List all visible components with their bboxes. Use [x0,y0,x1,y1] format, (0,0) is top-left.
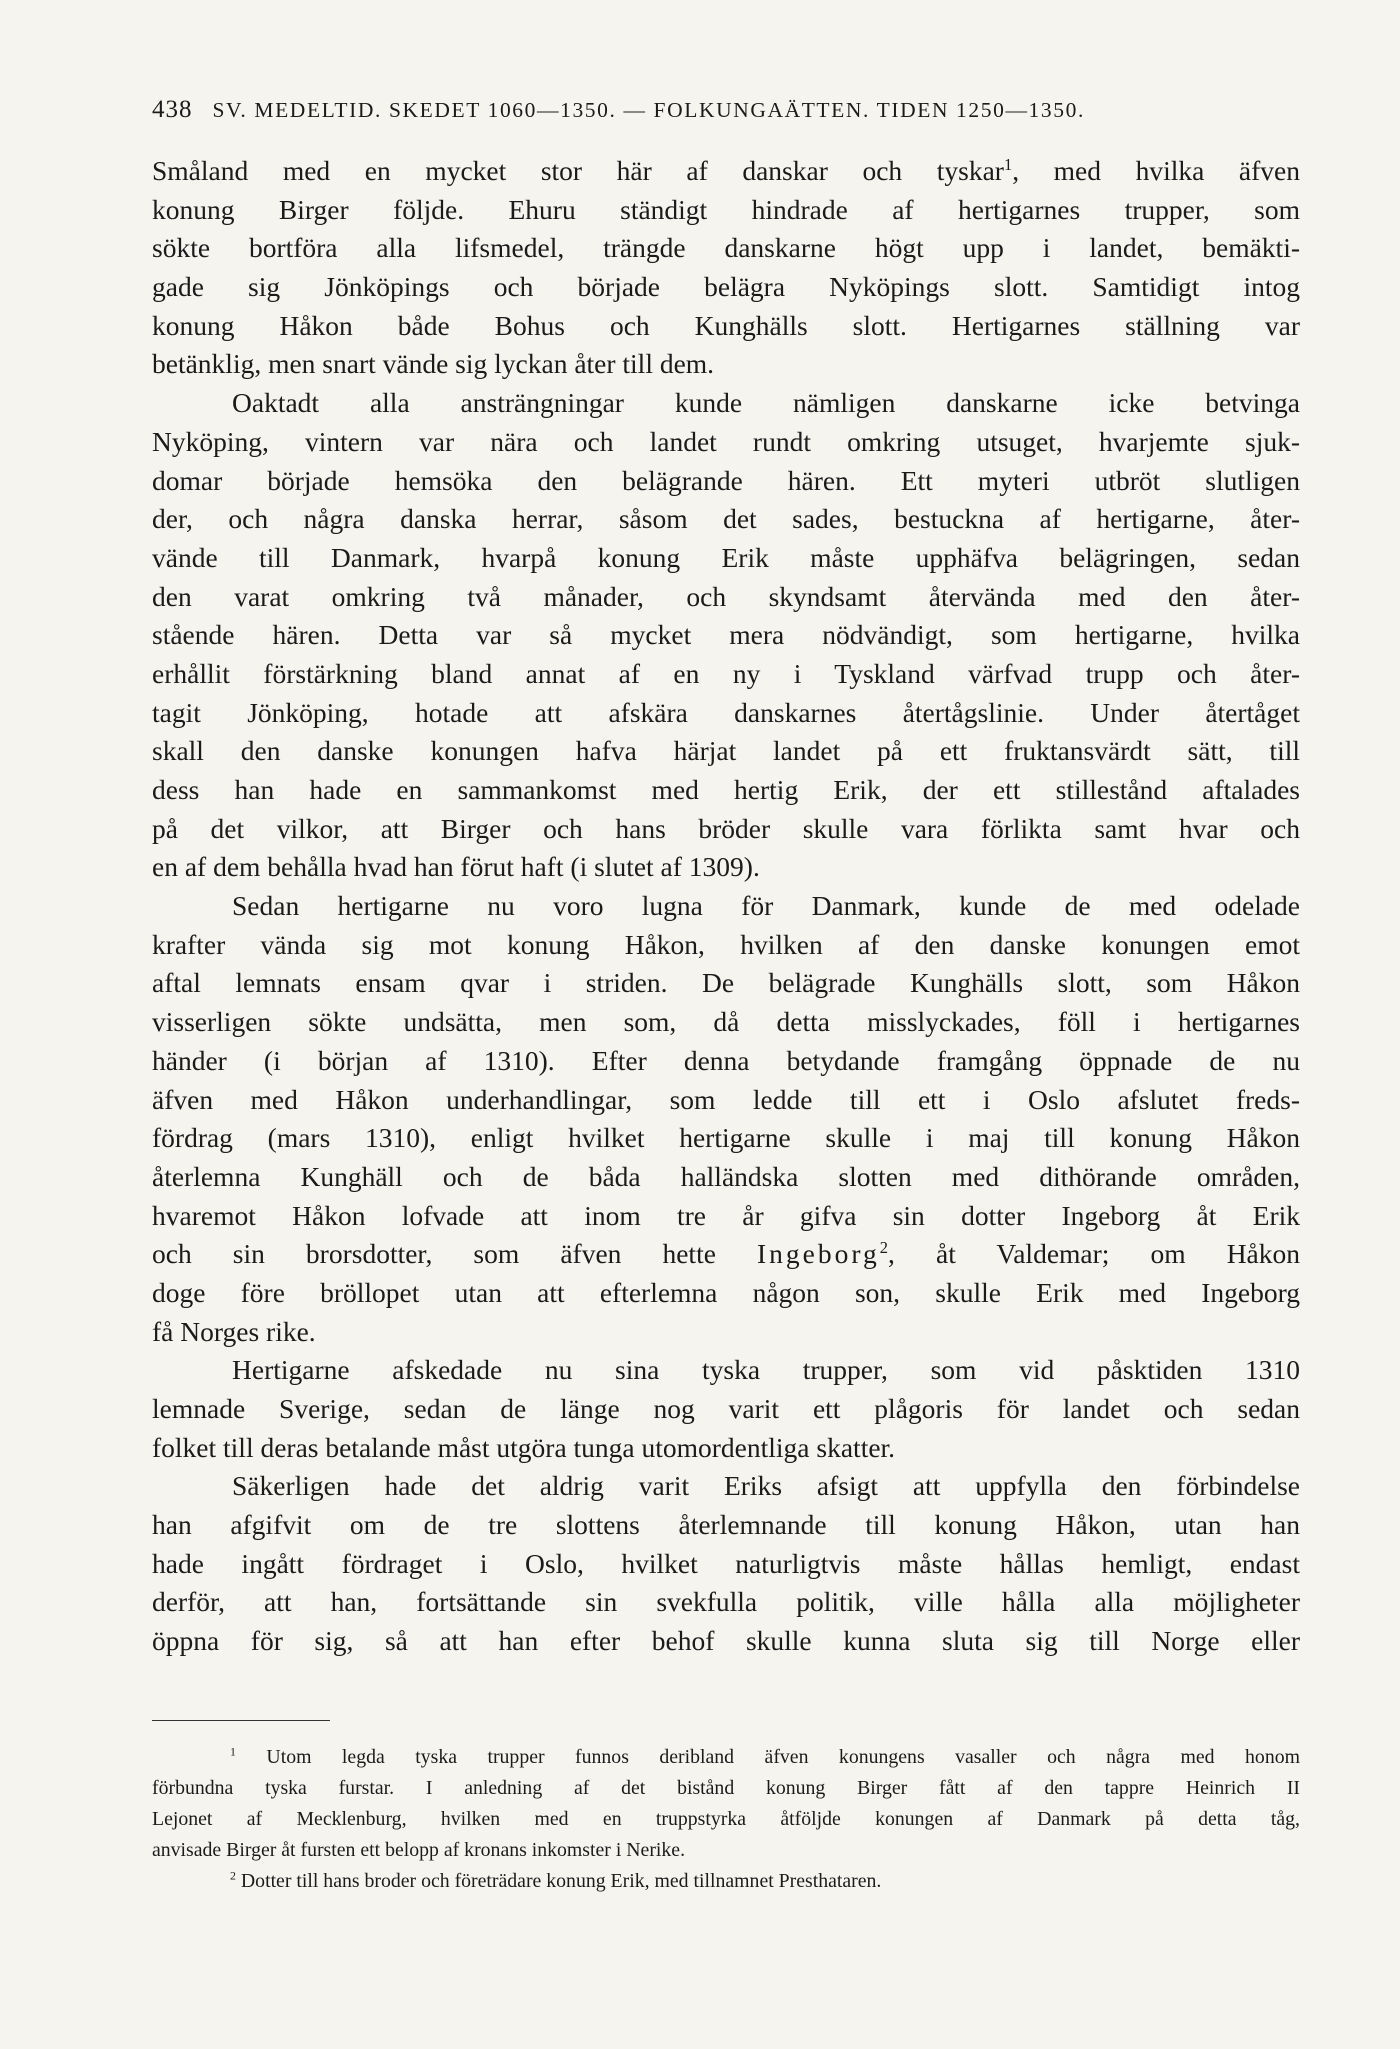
text-line [152,771,1300,810]
text-line [152,1003,1300,1042]
text-line [152,229,1300,268]
text-line [152,1158,1300,1197]
line-text: lemnade Sverige, sedan de länge nog varit ett plågoris för landet och sedan [152,1393,1300,1424]
text-line [152,423,1300,462]
footnote-line [152,1742,1300,1773]
text-line [152,307,1300,346]
line-text-cont: , åt Valdemar; om Håkon [888,1238,1301,1270]
text-line [152,616,1300,655]
line-text: der, och några danska herrar, såsom det sades, bestuckna af hertigarne, åter- [152,503,1300,535]
text-line [152,655,1300,694]
text-line [152,1197,1300,1236]
line-text-cont: , med hvilka äfven [1012,155,1300,186]
footnote-text: förbundna tyska furstar. I anledning af det bistånd konung Birger fått af den tappre Heinrich II [152,1777,1300,1799]
line-text: doge före bröllopet utan att efterlemna någon son, skulle Erik med Ingeborg [152,1276,1300,1308]
line-text: konung Håkon både Bohus och Kunghälls slott. Hertigarnes ställning var [152,309,1300,341]
line-text: få Norges rike. [152,1315,316,1347]
line-text: fördrag (mars 1310), enligt hvilket hertigarne skulle i maj till konung Håkon [152,1122,1300,1154]
line-text: återlemna Kunghäll och de båda halländska slotten med dithörande områden, [152,1160,1300,1192]
line-text: den varat omkring två månader, och skyndsamt återvända med den åter- [152,580,1300,612]
line-text: Hertigarne afskedade nu sina tyska trupper, som vid påsktiden 1310 [232,1354,1300,1386]
text-line [152,1081,1300,1120]
line-text: tagit Jönköping, hotade att afskära danskarnes återtågslinie. Under återtåget [152,696,1300,728]
text-line [152,1622,1300,1661]
line-text: betänklig, men snart vände sig lyckan åter till dem. [152,348,715,380]
spaced-name: Ingeborg [757,1238,880,1270]
text-line [152,848,1300,887]
text-line [152,1042,1300,1081]
footnote-text: Utom legda tyska trupper funnos deribland äfven konungens vasaller och några med honom [266,1746,1300,1768]
line-text: och sin brorsdotter, som äfven hette [152,1238,716,1270]
footnote-ref: 2 [879,1238,889,1258]
footnote-text: anvisade Birger åt fursten ett belopp af kronans inkomster i Nerike. [152,1839,686,1861]
line-text: vände till Danmark, hvarpå konung Erik måste upphäfva belägringen, sedan [152,541,1300,573]
line-text: en af dem behålla hvad han förut haft (i slutet af 1309). [152,851,760,883]
footnote-ref: 1 [1003,154,1013,174]
footnote-mark: 1 [230,1744,236,1759]
footnote-line [152,1773,1300,1804]
text-line [152,810,1300,849]
line-text: derför, att han, fortsättande sin svekfulla politik, ville hålla alla möjligheter [152,1586,1300,1618]
text-line [152,345,1300,384]
main-text [152,152,1300,1661]
text-line [152,1390,1300,1429]
line-text: Nyköping, vintern var nära och landet rundt omkring utsuget, hvarjemte sjuk- [152,425,1300,457]
line-text: Sedan hertigarne nu voro lugna för Danmark, kunde de med odelade [232,890,1300,922]
footnote-line [152,1804,1300,1835]
line-text: hvaremot Håkon lofvade att inom tre år gifva sin dotter Ingeborg åt Erik [152,1199,1300,1231]
line-text: Oaktadt alla ansträngningar kunde nämligen danskarne icke betvinga [232,387,1300,419]
line-text: på det vilkor, att Birger och hans bröder skulle vara förlikta samt hvar och [152,812,1300,844]
text-line [152,1429,1300,1468]
text-line [152,384,1300,423]
text-line [152,694,1300,733]
text-line [152,152,1300,191]
line-text: Säkerligen hade det aldrig varit Eriks afsigt att uppfylla den förbindelse [232,1470,1300,1502]
line-text: erhållit förstärkning bland annat af en ny i Tyskland värfvad trupp och åter- [152,657,1300,689]
line-text: hade ingått fördraget i Oslo, hvilket naturligtvis måste hållas hemligt, endast [152,1547,1300,1579]
footnote-text: Dotter till hans broder och företrädare konung Erik, med tillnamnet Presthataren. [240,1870,882,1892]
text-line [152,964,1300,1003]
footnote-line [152,1866,1300,1897]
footnote-text: Lejonet af Mecklenburg, hvilken med en truppstyrka åtföljde konungen af Danmark på detta tåg, [152,1808,1300,1830]
text-line [152,732,1300,771]
line-text: äfven med Håkon underhandlingar, som ledde till ett i Oslo afslutet freds- [152,1083,1300,1115]
text-line [152,191,1300,230]
line-text: stående hären. Detta var så mycket mera nödvändigt, som hertigarne, hvilka [152,619,1300,651]
text-line [152,1119,1300,1158]
running-title: SV. MEDELTID. SKEDET 1060—1350. — FOLKUNGAÄTTEN. TIDEN 1250—1350. [212,98,1085,122]
line-text: konung Birger följde. Ehuru ständigt hindrade af hertigarnes trupper, som [152,193,1300,225]
line-text: folket till deras betalande måst utgöra tunga utomordentliga skatter. [152,1431,896,1463]
text-line [152,1467,1300,1506]
text-line [152,578,1300,617]
text-line [152,268,1300,307]
footnotes [152,1742,1300,1897]
page-number: 438 [152,96,193,123]
text-line [152,1351,1300,1390]
text-line [152,539,1300,578]
text-line [152,887,1300,926]
text-line [152,1506,1300,1545]
line-text: krafter vända sig mot konung Håkon, hvilken af den danske konungen emot [152,928,1300,960]
text-line [152,926,1300,965]
line-text: visserligen sökte undsätta, men som, då detta misslyckades, föll i hertigarnes [152,1006,1300,1038]
text-line [152,1583,1300,1622]
line-text: gade sig Jönköpings och började belägra Nyköpings slott. Samtidigt intog [152,271,1300,303]
text-line [152,1545,1300,1584]
footnote-rule [152,1720,330,1721]
text-line [152,1313,1300,1352]
line-text: Småland med en mycket stor här af danskar och tyskar [152,155,1004,186]
footnote-mark: 2 [230,1868,236,1883]
line-text: skall den danske konungen hafva härjat landet på ett fruktansvärdt sätt, till [152,735,1300,767]
text-line [152,1274,1300,1313]
line-text: domar började hemsöka den belägrande hären. Ett myteri utbröt slutligen [152,464,1300,496]
text-line [152,500,1300,539]
footnote-line [152,1835,1300,1866]
line-text: öppna för sig, så att han efter behof skulle kunna sluta sig till Norge eller [152,1625,1300,1657]
running-header [152,96,1302,124]
text-line [152,1235,1300,1274]
line-text: sökte bortföra alla lifsmedel, trängde danskarne högt upp i landet, bemäkti- [152,232,1300,264]
line-text: händer (i början af 1310). Efter denna betydande framgång öppnade de nu [152,1044,1300,1076]
line-text: aftal lemnats ensam qvar i striden. De belägrade Kunghälls slott, som Håkon [152,967,1300,999]
line-text: dess han hade en sammankomst med hertig Erik, der ett stillestånd aftalades [152,774,1300,805]
line-text: han afgifvit om de tre slottens återlemnande till konung Håkon, utan han [152,1509,1300,1541]
text-line [152,462,1300,501]
